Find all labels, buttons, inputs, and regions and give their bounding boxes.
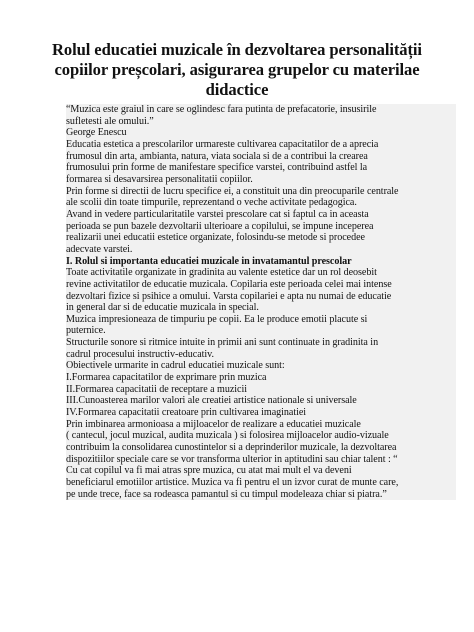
text-line: puternice.	[66, 325, 456, 337]
text-line: I. Rolul si importanta educatiei muzicale in invatamantul prescolar	[66, 256, 456, 268]
text-line: frumosului prin forme de manifestare specifice varstei, contribuind astfel la	[66, 162, 456, 174]
text-line: beneficiarul emotiilor artistice. Muzica va fi pentru el un izvor curat de munte care,	[66, 477, 456, 489]
text-line: Cu cat copilul va fi mai atras spre muzica, cu atat mai mult el va deveni	[66, 465, 456, 477]
text-line: Obiectivele urmarite in cadrul educatiei muzicale sunt:	[66, 360, 456, 372]
text-line: ale scolii din toate timpurile, reprezentand o veche activitate pedagogica.	[66, 197, 456, 209]
text-line: Avand in vedere particularitatile varstei prescolare cat si faptul ca in aceasta	[66, 209, 456, 221]
text-line: cadrul procesului instructiv-educativ.	[66, 349, 456, 361]
text-line: Muzica impresioneaza de timpuriu pe copii. Ea le produce emotii placute si	[66, 314, 456, 326]
document-title	[40, 40, 434, 100]
text-line: George Enescu	[66, 127, 456, 139]
title-line: copiilor preșcolari, asigurarea grupelor cu materilae	[54, 60, 420, 79]
title-line: didactice	[205, 80, 269, 99]
text-line: “Muzica este graiul in care se oglindesc fara putinta de prefacatorie, insusirile	[66, 104, 456, 116]
document-body	[66, 104, 456, 500]
text-line: perioada se pun bazele dezvoltarii ulterioare a copilului, se impune inceperea	[66, 221, 456, 233]
text-line: realizarii unei educatii estetice organizate, folosindu-se metode si procedee	[66, 232, 456, 244]
text-line: Prin imbinarea armonioasa a mijloacelor de realizare a educatiei muzicale	[66, 419, 456, 431]
text-line: contribuim la consolidarea cunostintelor si a deprinderilor muzicale, la dezvoltarea	[66, 442, 456, 454]
text-line: Prin forme si directii de lucru specifice ei, a constituit una din preocuparile centrale	[66, 186, 456, 198]
text-line: formarea si desavarsirea personalitatii copiilor.	[66, 174, 456, 186]
text-line: dispozitiilor speciale care se vor transforma ulterior in aptitudini sau chiar talent : “	[66, 454, 456, 466]
text-line: frumosul din arta, ambianta, natura, viata sociala si de a contribui la crearea	[66, 151, 456, 163]
text-line: ( cantecul, jocul muzical, audita muzicala ) si folosirea mijloacelor audio-vizuale	[66, 430, 456, 442]
text-line: pe unde trece, face sa rodeasca pamantul si cu timpul modeleaza chiar si piatra.”	[66, 489, 456, 501]
text-line: Structurile sonore si ritmice intuite in primii ani sunt continuate in gradinita in	[66, 337, 456, 349]
text-line: dezvoltari fizice si psihice a omului. Varsta copilariei e apta nu numai de educatie	[66, 291, 456, 303]
text-line: revine activitatilor de educatie muzicala. Copilaria este perioada celei mai intense	[66, 279, 456, 291]
text-line: in general dar si de educatie muzicala in special.	[66, 302, 456, 314]
text-line: III.Cunoasterea marilor valori ale creatiei artistice nationale si universale	[66, 395, 456, 407]
title-line: Rolul educatiei muzicale în dezvoltarea personalității	[52, 40, 422, 59]
text-line: II.Formarea capacitatii de receptare a muzicii	[66, 384, 456, 396]
text-line: sufletesti ale omului.”	[66, 116, 456, 128]
text-line: I.Formarea capacitatilor de exprimare prin muzica	[66, 372, 456, 384]
text-line: adecvate varstei.	[66, 244, 456, 256]
text-line: Educatia estetica a prescolarilor urmareste cultivarea capacitatilor de a aprecia	[66, 139, 456, 151]
text-line: IV.Formarea capacitatii creatoare prin cultivarea imaginatiei	[66, 407, 456, 419]
text-line: Toate activitatile organizate in gradinita au valente estetice dar un rol deosebit	[66, 267, 456, 279]
